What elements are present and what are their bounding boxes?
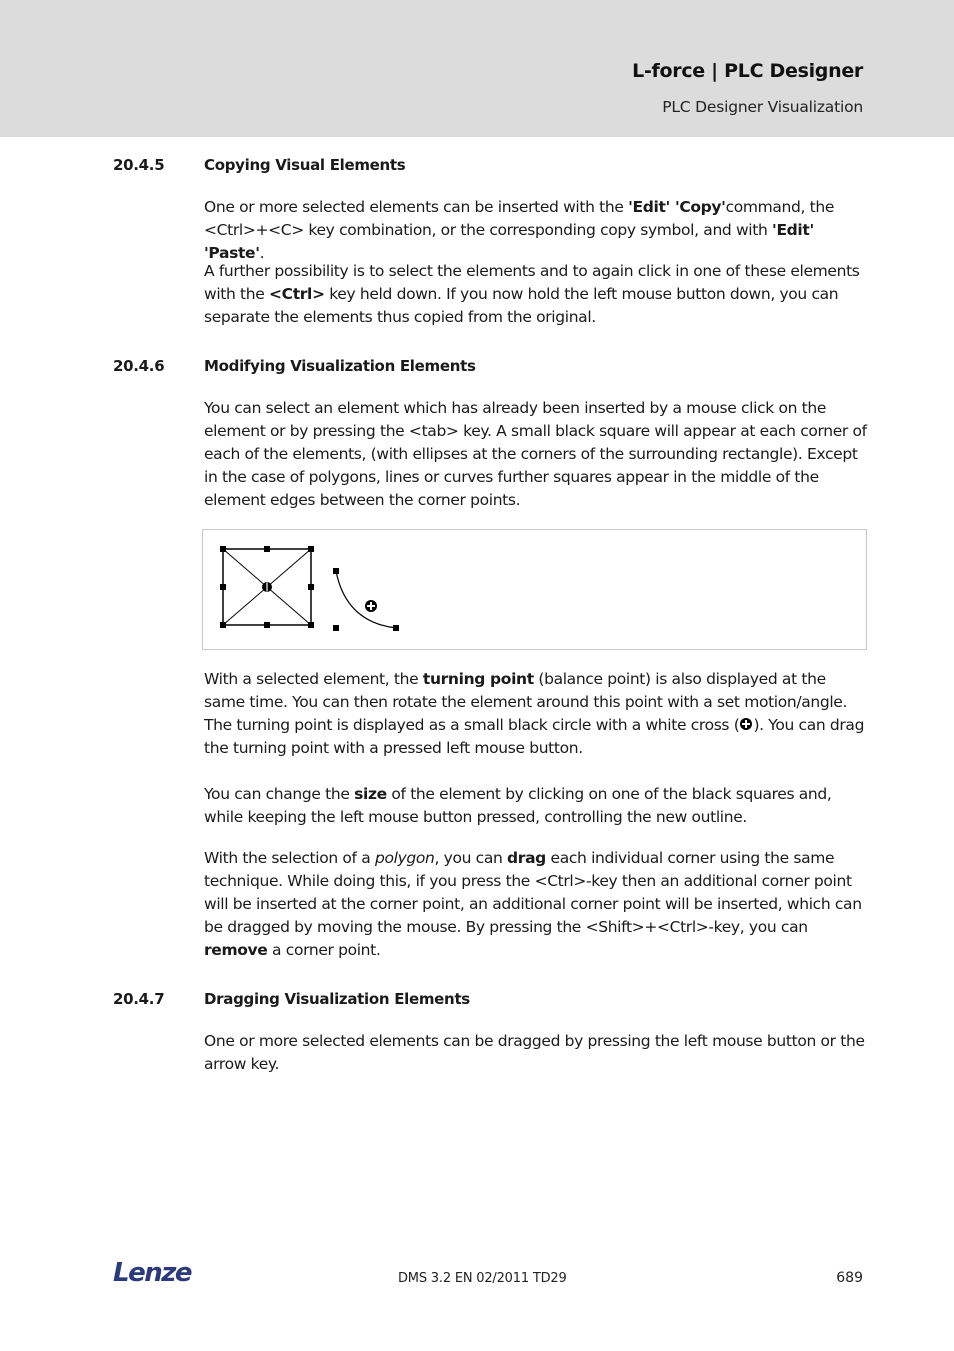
bold-text: <Ctrl> xyxy=(269,285,325,303)
handle-square xyxy=(393,625,399,631)
text-run: One or more selected elements can be inserted with the xyxy=(204,198,629,216)
turning-point-icon xyxy=(739,717,753,731)
bold-text: 'Edit' 'Paste' xyxy=(204,221,814,262)
document-title: L-force | PLC Designer xyxy=(632,60,863,82)
bold-text: size xyxy=(354,785,387,803)
paragraph xyxy=(204,847,869,962)
handle-square xyxy=(333,625,339,631)
italic-text: polygon xyxy=(374,849,435,867)
section-number: 20.4.7 xyxy=(113,990,165,1008)
paragraph xyxy=(204,668,869,760)
page-header xyxy=(0,0,954,137)
handle-square xyxy=(308,584,314,590)
text-run: You can change the xyxy=(204,785,355,803)
text-run: a corner point. xyxy=(267,941,381,959)
handle-square xyxy=(308,622,314,628)
text-run: With the selection of a xyxy=(204,849,375,867)
figure-drawing xyxy=(203,530,866,649)
text-run: key held down. If you now hold the left mouse button down, you can separate the elements thus copied from the original. xyxy=(204,285,839,326)
section-title: Dragging Visualization Elements xyxy=(204,990,470,1008)
page-number: 689 xyxy=(836,1270,863,1286)
bold-text: turning point xyxy=(422,670,534,688)
turning-point-marker xyxy=(365,600,377,612)
bold-text: 'Edit' 'Copy' xyxy=(628,198,726,216)
document-subtitle: PLC Designer Visualization xyxy=(662,98,863,116)
handle-square xyxy=(264,546,270,552)
handle-square xyxy=(220,584,226,590)
paragraph xyxy=(204,783,869,829)
selection-handles-figure xyxy=(202,529,867,650)
text-run: You can select an element which has already been inserted by a mouse click on the element or by pressing the <tab> key. A small black square will appear at each corner of each of the elements, (with ellipses at the corners of the surrounding rectangle). Except in the case of polygons, lines or curves further squares appear in the middle of the element edges between the corner points. xyxy=(204,399,867,509)
handle-square xyxy=(308,546,314,552)
text-run: , you can xyxy=(434,849,508,867)
text-run: ). You can drag the turning point with a pressed left mouse button. xyxy=(204,716,865,757)
handle-square xyxy=(220,546,226,552)
selected-curve xyxy=(336,571,396,628)
handle-square xyxy=(264,622,270,628)
text-run: of the element by clicking on one of the black squares and, while keeping the left mouse button pressed, controlling the new outline. xyxy=(204,785,832,826)
text-run: One or more selected elements can be dragged by pressing the left mouse button or the arrow key. xyxy=(204,1032,865,1073)
handle-square xyxy=(333,568,339,574)
text-run: A further possibility is to select the elements and to again click in one of these elements with the xyxy=(204,262,860,303)
paragraph xyxy=(204,196,869,265)
section-title: Modifying Visualization Elements xyxy=(204,357,476,375)
text-run: command, the <Ctrl>+<C> key combination, or the corresponding copy symbol, and with xyxy=(204,198,835,239)
paragraph xyxy=(204,397,869,512)
paragraph xyxy=(204,260,869,329)
handle-square xyxy=(220,622,226,628)
bold-text: drag xyxy=(507,849,546,867)
section-title: Copying Visual Elements xyxy=(204,156,406,174)
text-run: each individual corner using the same technique. While doing this, if you press the <Ctrl>-key then an additional corner point will be inserted at the corner point, an additional corner point will be inserted, which can be dragged by moving the mouse. By pressing the <Shift>+<Ctrl>-key, you can xyxy=(204,849,862,936)
paragraph xyxy=(204,1030,869,1076)
section-number: 20.4.5 xyxy=(113,156,165,174)
lenze-logo: Lenze xyxy=(113,1258,191,1288)
text-run: . xyxy=(259,244,265,262)
document-id: DMS 3.2 EN 02/2011 TD29 xyxy=(398,1271,567,1286)
section-number: 20.4.6 xyxy=(113,357,165,375)
text-run: With a selected element, the xyxy=(204,670,423,688)
bold-text: remove xyxy=(204,941,268,959)
text-run: (balance point) is also displayed at the same time. You can then rotate the element around this point with a set motion/angle. The turning point is displayed as a small black circle with a white cross ( xyxy=(204,670,848,734)
